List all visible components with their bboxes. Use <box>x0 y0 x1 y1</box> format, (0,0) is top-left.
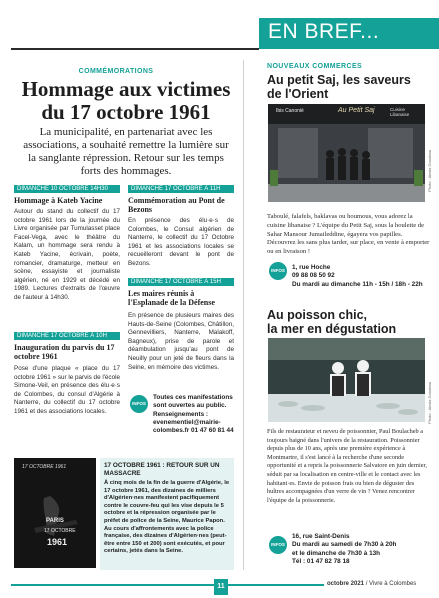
date-band: DIMANCHE 17 OCTOBRE À 11H <box>128 185 234 193</box>
fish-title: Au poisson chic, la mer en dégustation <box>267 308 397 336</box>
section-banner <box>259 18 439 49</box>
body-parvis: Pose d'une plaque « place du 17 octobre 1961 » sur le parvis de l'école Simone-Veil, en présence des élu·e·s de Colombes, du consul d'Algérie à Nanterre, du collectif du 17 octobre 1961 et des associations locales. <box>14 365 120 415</box>
photo-credit: Photo : Alexis Goudeau <box>427 382 432 424</box>
poster-line2: PARIS <box>46 518 64 524</box>
poster-line3: 17 OCTOBRE <box>44 528 76 534</box>
date-band: DIMANCHE 17 OCTOBRE À 15H <box>128 278 234 286</box>
page-number: 11 <box>214 579 228 595</box>
saj-photo-scene <box>268 124 425 202</box>
info-icon: INFOS <box>130 395 148 413</box>
saj-body: Taboulé, falafels, baklavas ou houmous, vous adorez la cuisine libanaise ? L'équipe du Petit Saj, sous la houlette de Sahar Mansour Jumaileddine, égayera vos papilles. Découvrez les sans plus tarder, sur place, en vente à emporter ou en livraison ! <box>267 213 430 256</box>
photo-credit: Photo : Alexis Goudeau <box>427 150 432 192</box>
banner-title: EN BREF... <box>268 20 380 43</box>
info-icon: INFOS <box>269 536 287 554</box>
body-kateb: Autour du stand du collectif du 17 octobre 1961 lors de la journée du Livre organisée par Tumulasset place Facel-Vega, avec le théâtre du Kalam, un hommage sera rendu à Kateb Yacine, écrivain, poète, romancier, dramaturge, metteur en scène, essayiste et journaliste algérien, né en 1929 et décédé en 1989. Lectures d'extraits de l'œuvre de l'auteur à 14h30. <box>14 208 120 301</box>
saj-info: 1, rue Hoche 09 88 08 50 92 Du mardi au dimanche 11h - 15h / 18h - 22h <box>292 264 423 288</box>
box-title: 17 OCTOBRE 1961 : RETOUR SUR UN MASSACRE <box>104 462 220 477</box>
left-kicker: COMMÉMORATIONS <box>78 68 154 75</box>
subhead-bezons: Commémoration au Pont de Bezons <box>128 196 225 214</box>
storefront-sign-right: Cuisine Libanaise <box>390 107 410 117</box>
date-band: DIMANCHE 17 OCTOBRE À 10H <box>14 332 120 340</box>
article-title: Hommage aux victimes du 17 octobre 1961 <box>21 77 231 124</box>
article-lead: La municipalité, en partenariat avec les associations, a souhaité remettre la lumière sur la sanglante répression. Retour sur les temps forts des hommages. <box>23 126 229 177</box>
fish-photo <box>268 338 425 422</box>
right-kicker: NOUVEAUX COMMERCES <box>267 63 363 70</box>
storefront-sign-left: Ibis Canoniè <box>276 108 304 114</box>
body-bezons: En présence des élu·e·s de Colombes, le Consul algérien de Nanterre, le collectif du 17 Octobre 1961 et les associations locales se recueilleront devant le pont de Bezons. <box>128 217 234 267</box>
poster-image <box>14 458 96 568</box>
top-rule <box>11 48 259 50</box>
poster-line4: 1961 <box>47 537 68 547</box>
storefront-sign-main: Au Petit Saj <box>338 107 375 114</box>
footer-rule-right <box>228 584 324 586</box>
info-text: Toutes ces manifestations sont ouvertes au public. Renseignements : evenementiel@mairie-colombes.fr 01 47 60 81 44 <box>153 394 234 435</box>
saj-photo <box>268 104 425 202</box>
fish-info: 16, rue Saint-Denis Du mardi au samedi de 7h30 à 20h et le dimanche de 7h30 à 13h Tél : 01 47 82 78 18 <box>292 533 397 565</box>
poster-illustration <box>14 458 96 568</box>
subhead-parvis: Inauguration du parvis du 17 octobre 1961 <box>14 343 115 361</box>
info-icon: INFOS <box>269 262 287 280</box>
body-defense: En présence de plusieurs maires des Hauts-de-Seine (Colombes, Châtillon, Gennevilliers, Nanterre, Malakoff, Bagneux), prise de parole et déambulation jusqu'au pont de Neuilly pour un jeté de fleurs dans la Seine, en mémoire des victimes. <box>128 312 234 371</box>
subhead-defense: Les maires réunis à l'Esplanade de la Défense <box>128 289 215 307</box>
column-divider <box>243 60 244 570</box>
footer-rule-left <box>11 584 214 586</box>
saj-title: Au petit Saj, les saveurs de l'Orient <box>267 73 411 101</box>
box-body: À cinq mois de la fin de la guerre d'Algérie, le 17 octobre 1961, des dizaines de milliers d'Algérien·nes manifestent pacifiquement contre le couvre-feu qui les vise depuis le 5 octobre et la répression organisée par le préfet de police de la Seine, Maurice Papon. Au cours d'affrontements avec la police française, des dizaines d'Algérien·nes (peut-être entre 150 et 200) sont exécutés, et pour certains, jetés dans la Seine. <box>104 480 230 555</box>
footer-label: octobre 2021 / Vivre à Colombes <box>327 581 417 587</box>
poster-line1: 17 OCTOBRE 1961 <box>22 464 67 470</box>
fish-body: Fils de restaurateur et neveu de poissonnier, Paul Boulacheb a toujours baigné dans l'univers de la restauration. Poissonnier depuis plus de 10 ans, après une première expérience à Montmartre, il s'est lancé à la recherche d'une seconde opportunité et a repris la poissonnerie Salvatore en juin dernier, séduit par sa localisation en centre-ville et le contact avec les habitant·es. Envie de poisson frais ou bien de déguster des huîtres accompagnées d'un verre de vin ? Venez rencontrer l'équipe de la poissonnerie. <box>267 428 427 504</box>
date-band: DIMANCHE 10 OCTOBRE 14H30 <box>14 185 120 193</box>
subhead-kateb: Hommage à Kateb Yacine <box>14 196 103 205</box>
fish-photo-scene <box>268 338 425 422</box>
